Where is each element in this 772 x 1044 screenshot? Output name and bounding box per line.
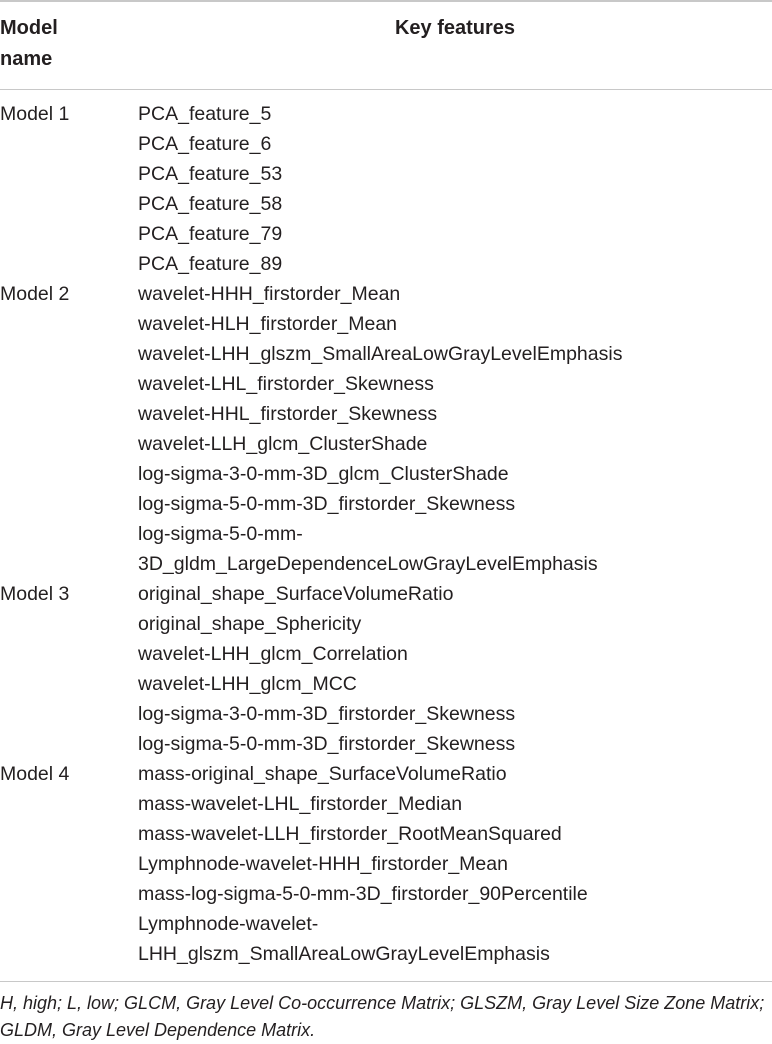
feature-item: log-sigma-5-0-mm-3D_firstorder_Skewness — [138, 733, 516, 755]
feature-item: PCA_feature_6 — [138, 133, 272, 155]
feature-item: wavelet-LHH_glcm_MCC — [138, 673, 357, 695]
key-features-cell — [138, 99, 772, 279]
column-header-key-features-text: Key features — [394, 17, 516, 39]
table-row — [0, 759, 772, 969]
feature-item: log-sigma-3-0-mm-3D_firstorder_Skewness — [138, 703, 516, 725]
table-footnote: H, high; L, low; GLCM, Gray Level Co-occurrence Matrix; GLSZM, Gray Level Size Zone Matrix; GLDM, Gray Level Dependence Matrix. — [0, 993, 765, 1040]
feature-item: wavelet-LHH_glszm_SmallAreaLowGrayLevelEmphasis — [138, 343, 623, 365]
table-row — [0, 279, 772, 579]
feature-item: PCA_feature_58 — [138, 193, 283, 215]
feature-item: PCA_feature_89 — [138, 253, 283, 275]
feature-item: wavelet-LLH_glcm_ClusterShade — [138, 433, 428, 455]
model-name-cell: Model 4 — [0, 763, 70, 785]
key-features-cell — [138, 279, 772, 579]
model-name-cell: Model 1 — [0, 103, 70, 125]
model-name-cell: Model 2 — [0, 283, 70, 305]
table-row — [0, 99, 772, 279]
column-header-model-name-text: Model name — [0, 17, 58, 70]
feature-item: mass-log-sigma-5-0-mm-3D_firstorder_90Percentile — [138, 883, 588, 905]
model-name-cell: Model 3 — [0, 583, 70, 605]
feature-item: PCA_feature_5 — [138, 103, 272, 125]
feature-item: LHH_glszm_SmallAreaLowGrayLevelEmphasis — [138, 943, 550, 965]
column-header-model-name — [0, 13, 120, 75]
feature-item: original_shape_Sphericity — [138, 613, 362, 635]
feature-item: mass-original_shape_SurfaceVolumeRatio — [138, 763, 507, 785]
feature-item: wavelet-LHH_glcm_Correlation — [138, 643, 408, 665]
feature-item: PCA_feature_53 — [138, 163, 283, 185]
feature-item: log-sigma-5-0-mm- — [138, 523, 303, 545]
feature-item: mass-wavelet-LLH_firstorder_RootMeanSquared — [138, 823, 562, 845]
feature-item: wavelet-HHL_firstorder_Skewness — [138, 403, 438, 425]
feature-item: log-sigma-3-0-mm-3D_glcm_ClusterShade — [138, 463, 509, 485]
feature-item: mass-wavelet-LHL_firstorder_Median — [138, 793, 463, 815]
features-table-body — [0, 99, 772, 969]
column-header-key-features — [138, 13, 772, 44]
header-rule — [0, 89, 772, 90]
feature-item: Lymphnode-wavelet-HHH_firstorder_Mean — [138, 853, 508, 875]
bottom-rule — [0, 981, 772, 982]
feature-item: log-sigma-5-0-mm-3D_firstorder_Skewness — [138, 493, 516, 515]
feature-item: PCA_feature_79 — [138, 223, 283, 245]
table-row — [0, 579, 772, 759]
feature-item: Lymphnode-wavelet- — [138, 913, 319, 935]
key-features-cell — [138, 759, 772, 969]
top-rule — [0, 0, 772, 2]
feature-item: wavelet-HHH_firstorder_Mean — [138, 283, 401, 305]
feature-item: original_shape_SurfaceVolumeRatio — [138, 583, 454, 605]
feature-item: wavelet-HLH_firstorder_Mean — [138, 313, 398, 335]
feature-item: 3D_gldm_LargeDependenceLowGrayLevelEmphasis — [138, 553, 598, 575]
feature-item: wavelet-LHL_firstorder_Skewness — [138, 373, 434, 395]
features-table — [0, 99, 772, 969]
key-features-cell — [138, 579, 772, 759]
